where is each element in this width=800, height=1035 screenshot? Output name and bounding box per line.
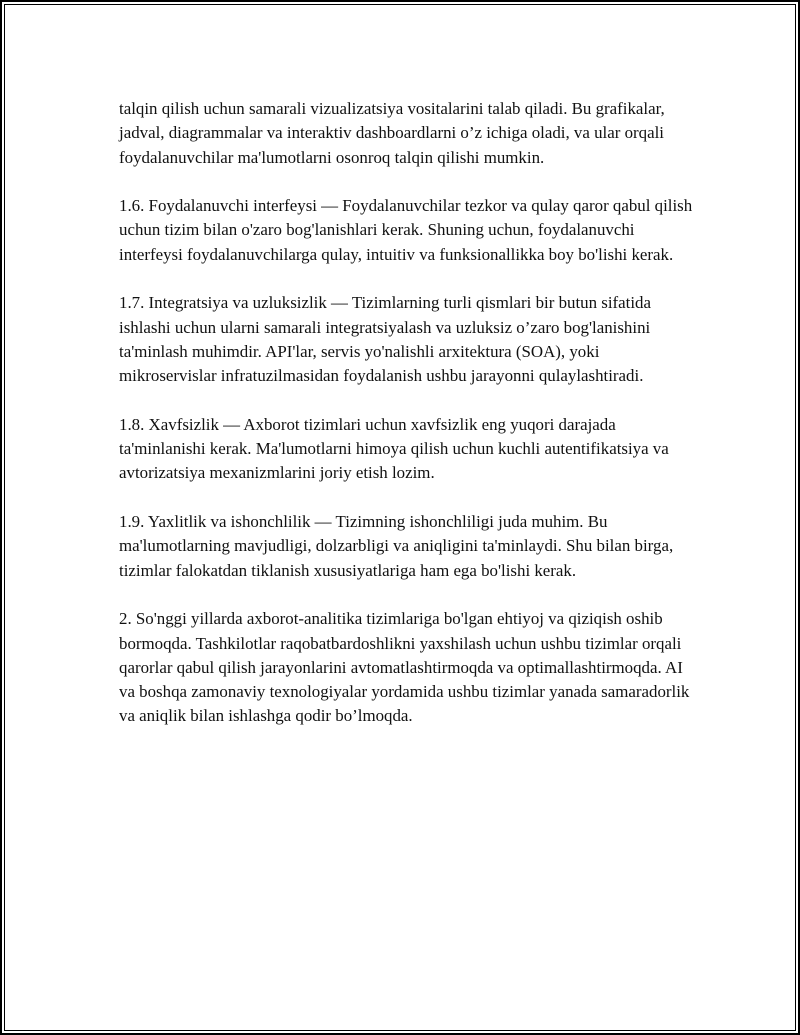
paragraph-analytics-demand: 2. So'nggi yillarda axborot-analitika tizimlariga bo'lgan ehtiyoj va qiziqish oshib bormoqda. Tashkilotlar raqobatbardoshlikni yaxshilash uchun ushbu tizimlar orqali qarorlar qabul qilish jarayonlarini avtomatlashtirmoqda va optimallashtirmoqda. AI va boshqa zamonaviy texnologiyalar yordamida ushbu tizimlar yanada samaradorlik va aniqlik bilan ishlashga qodir bo’lmoqda. bbox=[119, 609, 690, 726]
paragraph-visualization: talqin qilish uchun samarali vizualizatsiya vositalarini talab qiladi. Bu grafikalar, jadval, diagrammalar va interaktiv dashboardlarni o’z ichiga oladi, va ular orqali foydalanuvchilar ma'lumotlarni osonroq talqin qilishi mumkin. bbox=[119, 99, 665, 167]
paragraph-integration: 1.7. Integratsiya va uzluksizlik — Tizimlarning turli qismlari bir butun sifatida ishlashi uchun ularni samarali integratsiyalash va uzluksiz o’zaro bog'lanishini ta'minlash muhimdir. API'lar, servis yo'nalishli arxitektura (SOA), yoki mikroservislar infratuzilmasidan foydalanish ushbu jarayonni qulaylashtiradi. bbox=[119, 293, 651, 386]
document-body bbox=[119, 97, 699, 753]
paragraph-user-interface: 1.6. Foydalanuvchi interfeysi — Foydalanuvchilar tezkor va qulay qaror qabul qilish uchun tizim bilan o'zaro bog'lanishlari kerak. Shuning uchun, foydalanuvchi interfeysi foydalanuvchilarga qulay, intuitiv va funksionallikka boy bo'lishi kerak. bbox=[119, 196, 693, 264]
paragraph-reliability: 1.9. Yaxlitlik va ishonchlilik — Tizimning ishonchliligi juda muhim. Bu ma'lumotlarning mavjudligi, dolzarbligi va aniqligini ta'minlaydi. Shu bilan birga, tizimlar falokatdan tiklanish xususiyatlariga ham ega bo'lishi kerak. bbox=[119, 512, 674, 580]
page bbox=[4, 4, 796, 1031]
paragraph-security: 1.8. Xavfsizlik — Axborot tizimlari uchun xavfsizlik eng yuqori darajada ta'minlanishi kerak. Ma'lumotlarni himoya qilish uchun kuchli autentifikatsiya va avtorizatsiya mexanizmlarini joriy etish lozim. bbox=[119, 414, 669, 483]
